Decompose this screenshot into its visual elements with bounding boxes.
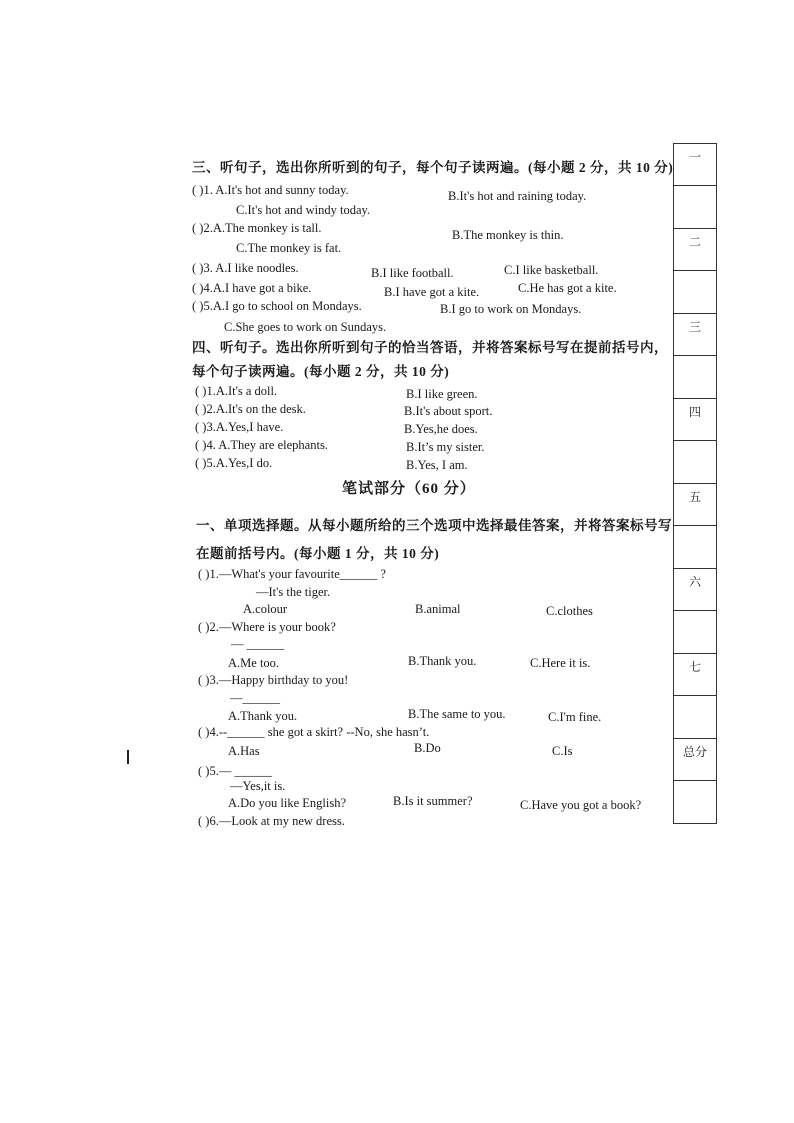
written-part-title: 笔试部分（60 分） (342, 481, 476, 497)
score-cell-3 (674, 356, 717, 399)
mc-question-4: ( )4.--______ she got a skirt? --No, she hasn’t. (198, 725, 430, 739)
score-cell-6 (674, 611, 717, 654)
question-3-3: ( )3. A.I like noodles. (192, 261, 299, 275)
section-4-header-line2: 每个句子读两遍。(每小题 2 分，共 10 分) (192, 364, 450, 379)
mc-1-option-c: C.clothes (546, 604, 593, 618)
option-4-1-b: B.I like green. (406, 387, 478, 401)
mc-1-option-a: A.colour (243, 602, 288, 616)
option-3-4-c: C.He has got a kite. (518, 281, 617, 295)
option-4-2-b: B.It's about sport. (404, 404, 493, 418)
option-4-4-b: B.It’s my sister. (406, 440, 485, 454)
score-label-2: 二 (674, 229, 717, 271)
mc-question-1-reply: —It's the tiger. (256, 585, 331, 599)
mc-3-option-c: C.I'm fine. (548, 710, 602, 724)
mc-question-2: ( )2.—Where is your book? (198, 620, 336, 634)
mc-3-option-b: B.The same to you. (408, 707, 506, 721)
mc-5-option-b: B.Is it summer? (393, 794, 473, 808)
score-label-total: 总分 (674, 739, 717, 781)
question-3-2: ( )2.A.The monkey is tall. (192, 221, 322, 235)
mc-5-option-a: A.Do you like English? (228, 796, 347, 810)
score-cell-4 (674, 441, 717, 484)
score-cell-total (674, 781, 717, 824)
mc-2-option-a: A.Me too. (228, 656, 280, 670)
mc-question-3-reply: —______ (230, 691, 280, 705)
mc-4-option-b: B.Do (414, 741, 441, 755)
option-4-5-b: B.Yes, I am. (406, 458, 468, 472)
mc-question-1: ( )1.—What's your favourite______ ? (198, 567, 386, 581)
question-4-3: ( )3.A.Yes,I have. (195, 420, 284, 434)
question-3-4: ( )4.A.I have got a bike. (192, 281, 312, 295)
score-label-5: 五 (674, 484, 717, 526)
option-4-3-b: B.Yes,he does. (404, 422, 478, 436)
question-4-5: ( )5.A.Yes,I do. (195, 456, 273, 470)
score-table (673, 143, 717, 824)
mc-question-3: ( )3.—Happy birthday to you! (198, 673, 349, 687)
option-3-1-c: C.It's hot and windy today. (236, 203, 371, 217)
score-cell-5 (674, 526, 717, 569)
question-3-1: ( )1. A.It's hot and sunny today. (192, 183, 349, 197)
section-1-header-line2: 在题前括号内。(每小题 1 分，共 10 分) (196, 546, 440, 561)
score-cell-1 (674, 186, 717, 229)
mc-4-option-a: A.Has (228, 744, 260, 758)
question-3-5: ( )5.A.I go to school on Mondays. (192, 299, 362, 313)
mc-question-6: ( )6.—Look at my new dress. (198, 814, 345, 828)
option-3-1-b: B.It's hot and raining today. (448, 189, 587, 203)
mc-3-option-a: A.Thank you. (228, 709, 298, 723)
mc-2-option-c: C.Here it is. (530, 656, 591, 670)
score-cell-2 (674, 271, 717, 314)
section-3-header: 三、听句子，选出你所听到的句子，每个句子读两遍。(每小题 2 分，共 10 分) (192, 160, 674, 175)
mc-question-2-reply: — ______ (231, 637, 285, 651)
score-cell-7 (674, 696, 717, 739)
mc-question-5: ( )5.— ______ (198, 764, 272, 778)
mc-1-option-b: B.animal (415, 602, 461, 616)
option-3-4-b: B.I have got a kite. (384, 285, 480, 299)
mc-2-option-b: B.Thank you. (408, 654, 477, 668)
option-3-5-b: B.I go to work on Mondays. (440, 302, 582, 316)
option-3-3-b: B.I like football. (371, 266, 454, 280)
score-label-6: 六 (674, 569, 717, 611)
mc-5-option-c: C.Have you got a book? (520, 798, 642, 812)
mc-4-option-c: C.Is (552, 744, 573, 758)
option-3-2-b: B.The monkey is thin. (452, 228, 564, 242)
section-1-header-line1: 一、单项选择题。从每小题所给的三个选项中选择最佳答案，并将答案标号写 (196, 518, 672, 533)
option-3-3-c: C.I like basketball. (504, 263, 599, 277)
score-label-3: 三 (674, 314, 717, 356)
question-4-4: ( )4. A.They are elephants. (195, 438, 328, 452)
question-4-1: ( )1.A.It's a doll. (195, 384, 278, 398)
option-3-2-c: C.The monkey is fat. (236, 241, 342, 255)
score-label-4: 四 (674, 399, 717, 441)
option-3-5-c: C.She goes to work on Sundays. (224, 320, 387, 334)
section-4-header-line1: 四、听句子。选出你所听到句子的恰当答语，并将答案标号写在提前括号内， (192, 340, 668, 355)
score-label-7: 七 (674, 654, 717, 696)
mc-question-5-reply: —Yes,it is. (230, 779, 286, 793)
question-4-2: ( )2.A.It's on the desk. (195, 402, 306, 416)
score-label-1: 一 (674, 144, 717, 186)
margin-mark (127, 750, 129, 764)
